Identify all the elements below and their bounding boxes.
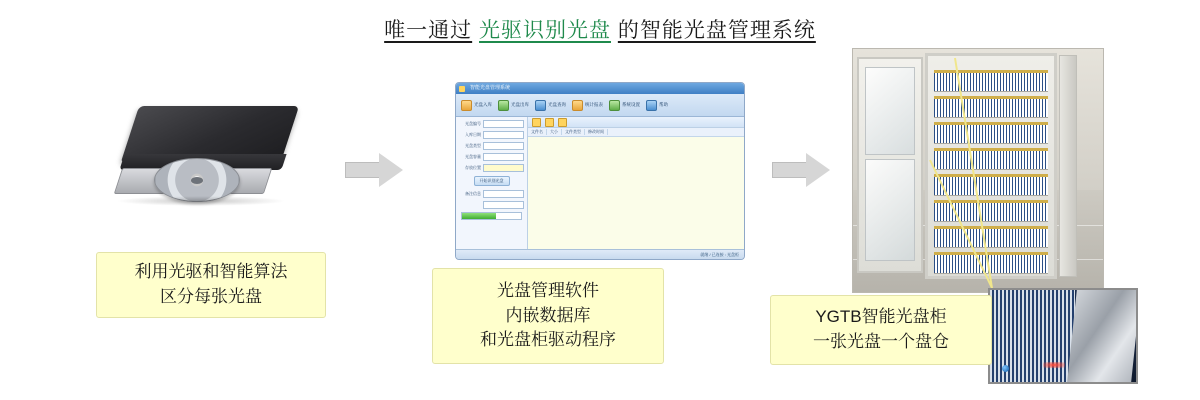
form-input-2: [483, 142, 524, 150]
caption-software: [432, 268, 664, 364]
cabinet-main-unit: [925, 53, 1057, 279]
scan-disc-button: 开始识别光盘: [474, 176, 510, 186]
toolbar-label-0: 光盘入库: [474, 102, 492, 107]
help-icon: [646, 100, 657, 111]
form-field-5: [459, 190, 524, 198]
disc-shelf: [934, 70, 1048, 92]
drive-shadow: [116, 196, 286, 206]
toolbar-label-1: 光盘出库: [511, 102, 529, 107]
caption-software-line2: 内嵌数据库: [505, 305, 591, 325]
page-title-highlight: 光驱识别光盘: [479, 19, 611, 42]
arrow-head: [379, 153, 403, 187]
report-icon: [572, 100, 583, 111]
toolbar-label-3: 统计报表: [585, 102, 603, 107]
form-label-5: 备注信息: [465, 191, 481, 196]
form-label-2: 光盘类型: [465, 143, 481, 148]
disc-shelf: [934, 96, 1048, 118]
file-list-area: [528, 137, 744, 249]
software-status-bar: 就绪 / 已连接 : 光盘柜: [456, 249, 744, 260]
arrow-shaft: [345, 162, 381, 178]
disc-shelf: [934, 174, 1048, 196]
glass-pane-lower: [865, 159, 915, 261]
disc-shelf: [934, 252, 1048, 274]
optical-drive-illustration: [112, 96, 327, 226]
progress-bar: [461, 212, 522, 220]
form-field-2: [459, 142, 524, 150]
toolbar-item-4: [609, 100, 640, 111]
form-field-3: [459, 153, 524, 161]
caption-software-line3: 和光盘柜驱动程序: [480, 330, 616, 350]
caption-cabinet-line2: 一张光盘一个盘仓: [813, 332, 949, 351]
form-input-5: [483, 190, 524, 198]
disc-shelf: [934, 226, 1048, 248]
form-label-3: 光盘容量: [465, 154, 481, 159]
glass-pane-upper: [865, 67, 915, 155]
disc-cabinet-illustration: [852, 48, 1104, 293]
page-title: [0, 14, 1200, 44]
form-field-0: [459, 120, 524, 128]
toolbar-item-5: [646, 100, 668, 111]
form-field-6: [459, 201, 524, 209]
caption-optical-drive: [96, 252, 326, 318]
form-label-0: 光盘编号: [465, 121, 481, 126]
software-file-panel: [528, 117, 744, 249]
disc-shelf: [934, 200, 1048, 222]
toolbar-item-1: [498, 100, 529, 111]
software-body: [456, 117, 744, 249]
form-label-1: 入库日期: [465, 132, 481, 137]
caption-drive-line1: 利用光驱和智能算法: [134, 262, 288, 282]
column-header-1: 大小: [547, 129, 562, 135]
form-input-3: [483, 153, 524, 161]
form-field-1: [459, 131, 524, 139]
gear-icon: [609, 100, 620, 111]
arrow-head: [806, 153, 830, 187]
file-list-header: [528, 128, 744, 137]
file-panel-toolbar: [528, 117, 744, 128]
arrow-right-icon-2: [772, 153, 832, 187]
column-header-3: 修改时间: [585, 129, 608, 135]
form-input-6: [483, 201, 524, 209]
page-title-tail: 的智能光盘管理系统: [617, 19, 816, 42]
form-input-1: [483, 131, 524, 139]
disc-in-icon: [461, 100, 472, 111]
arrow-right-icon-1: [345, 153, 405, 187]
disc-shelf: [934, 148, 1048, 170]
refresh-icon: [545, 118, 554, 127]
laser-indicator: [1043, 362, 1065, 368]
folder-icon: [532, 118, 541, 127]
status-led: [1002, 365, 1009, 372]
toolbar-label-4: 系统设置: [622, 102, 640, 107]
toolbar-item-0: [461, 100, 492, 111]
disc-shelf: [934, 122, 1048, 144]
software-window-title: 智能光盘管理系统: [456, 83, 744, 94]
column-header-2: 文件类型: [562, 129, 585, 135]
toolbar-item-2: [535, 100, 566, 111]
arrow-shaft: [772, 162, 808, 178]
software-action-row: [459, 176, 524, 186]
software-form-panel: [456, 117, 528, 249]
toolbar-label-2: 光盘查询: [548, 102, 566, 107]
caption-cabinet: [770, 295, 992, 365]
delete-icon: [558, 118, 567, 127]
software-toolbar: [456, 94, 744, 117]
software-screenshot-illustration: [455, 82, 745, 260]
column-header-0: 文件名: [528, 129, 547, 135]
disc-slot-closeup: [988, 288, 1138, 384]
page-title-lead: 唯一通过: [384, 19, 473, 42]
search-icon: [535, 100, 546, 111]
caption-software-line1: 光盘管理软件: [497, 281, 599, 301]
cabinet-right-edge: [1059, 55, 1077, 277]
form-input-0: [483, 120, 524, 128]
form-input-4: [483, 164, 524, 172]
robot-arm: [1067, 290, 1138, 382]
toolbar-label-5: 帮助: [659, 102, 668, 107]
caption-cabinet-line1: YGTB智能光盘柜: [815, 307, 947, 327]
form-field-4: [459, 164, 524, 172]
caption-drive-line2: 区分每张光盘: [160, 287, 262, 306]
toolbar-item-3: [572, 100, 603, 111]
cabinet-side-unit: [857, 57, 923, 273]
disc-out-icon: [498, 100, 509, 111]
form-label-4: 存放位置: [465, 165, 481, 170]
